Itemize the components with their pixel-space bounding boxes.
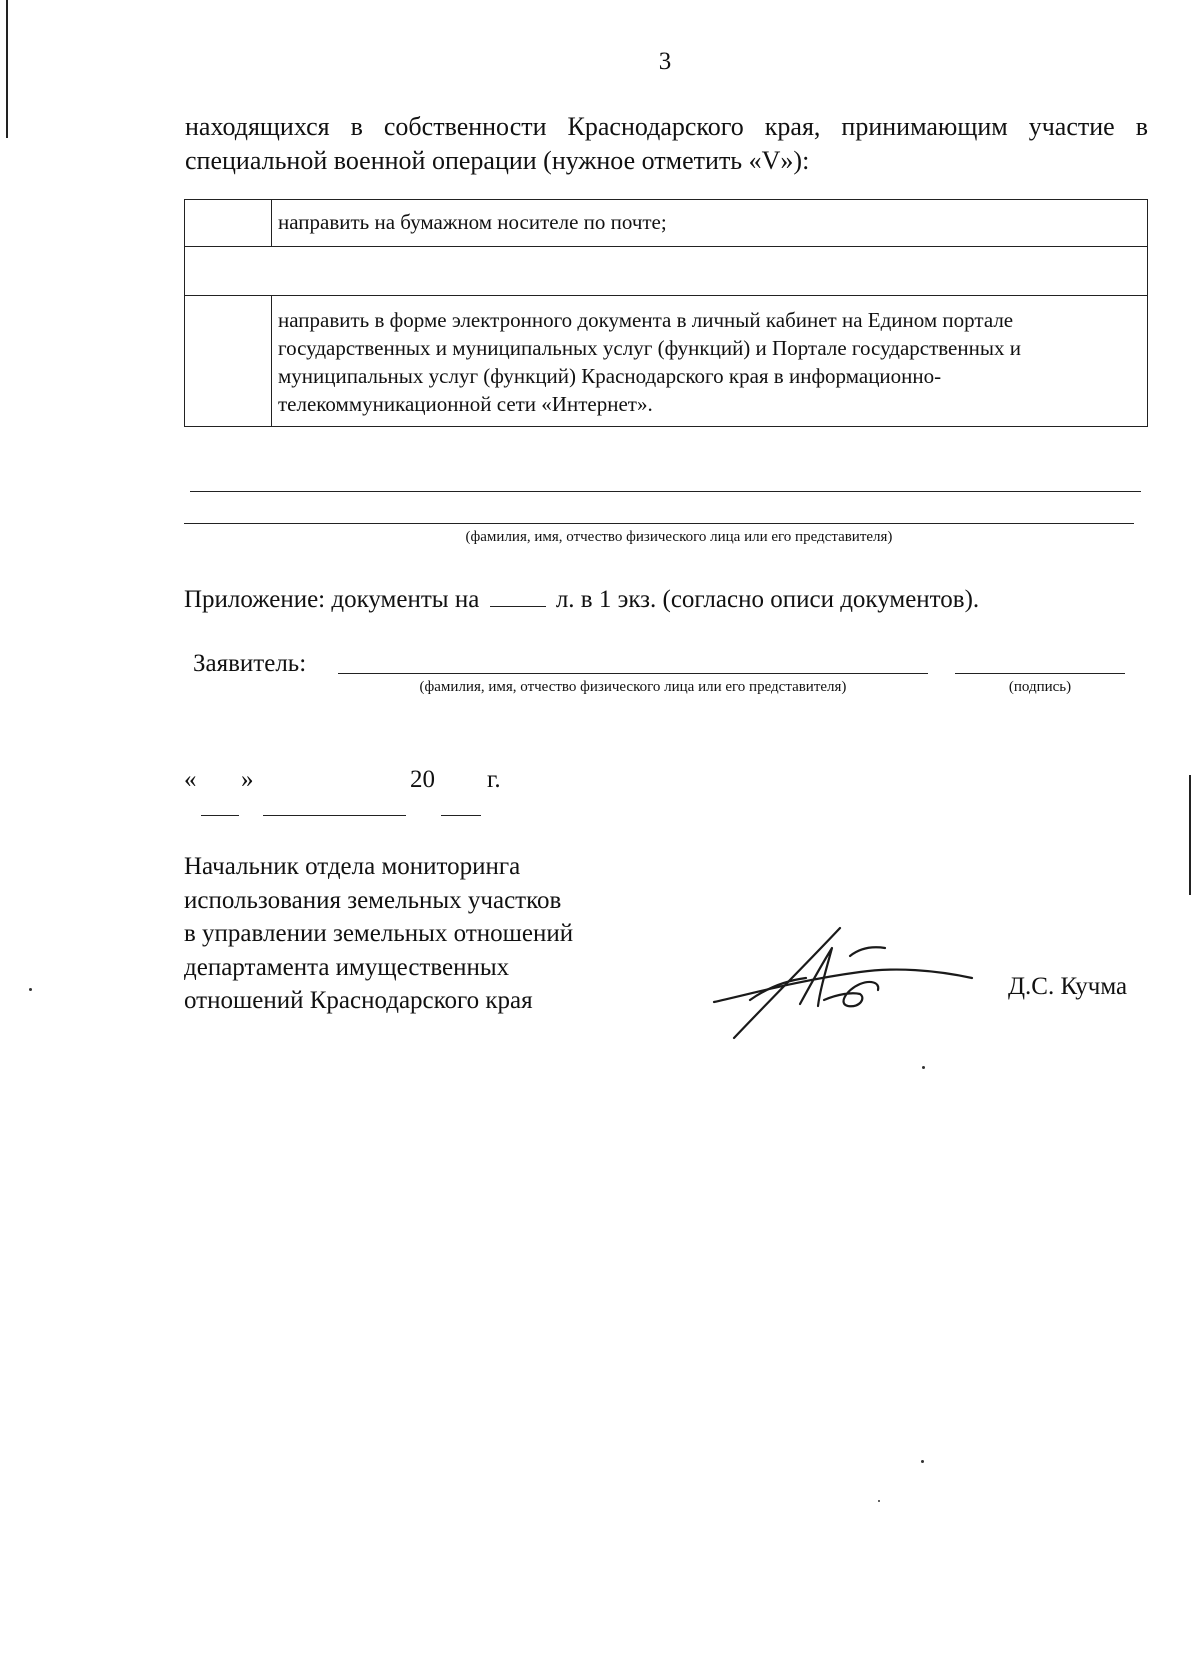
attachment-pages-blank[interactable] bbox=[490, 582, 546, 607]
applicant-signature-line[interactable] bbox=[955, 673, 1125, 674]
signer-title-line: в управлении земельных отношений bbox=[184, 920, 574, 948]
applicant-name-line[interactable] bbox=[338, 673, 928, 674]
attachment-prefix: Приложение: документы на bbox=[184, 586, 480, 613]
signer-title-line: департамента имущественных bbox=[184, 953, 510, 981]
signer-title bbox=[184, 850, 573, 1018]
option-label: направить на бумажном носителе по почте; bbox=[272, 200, 1148, 247]
scan-speck bbox=[29, 988, 32, 991]
page-number: 3 bbox=[658, 48, 672, 75]
attachment-line bbox=[184, 582, 979, 614]
name-fill-line[interactable] bbox=[184, 523, 1134, 524]
intro-paragraph: находящихся в собственности Краснодарского края, принимающим участие в специальной военной операции (нужное отметить «V»): bbox=[185, 112, 1148, 175]
option-row bbox=[185, 200, 1148, 247]
date-day-blank[interactable] bbox=[201, 815, 239, 816]
scan-speck bbox=[922, 1066, 925, 1069]
date-century: 20 bbox=[410, 766, 435, 793]
applicant-signature-caption: (подпись) bbox=[1008, 679, 1072, 695]
option-empty-cell bbox=[185, 247, 1148, 296]
date-year-blank[interactable] bbox=[441, 815, 481, 816]
date-month-blank[interactable] bbox=[263, 815, 406, 816]
date-close-quote: » bbox=[241, 766, 254, 793]
signer-name: Д.С. Кучма bbox=[1008, 973, 1128, 1000]
name-fill-line[interactable] bbox=[190, 491, 1141, 492]
option-row bbox=[185, 296, 1148, 427]
name-caption: (фамилия, имя, отчество физического лица или его представителя) bbox=[465, 529, 893, 545]
option-checkbox-cell[interactable] bbox=[185, 200, 272, 247]
scan-edge-mark bbox=[1189, 775, 1191, 895]
scan-speck bbox=[878, 1500, 880, 1502]
signer-title-line: использования земельных участков bbox=[184, 886, 562, 914]
applicant-label: Заявитель: bbox=[193, 650, 307, 677]
signer-title-line: Начальник отдела мониторинга bbox=[184, 853, 521, 880]
signer-title-line: отношений Краснодарского края bbox=[184, 987, 533, 1015]
option-row bbox=[185, 247, 1148, 296]
option-checkbox-cell[interactable] bbox=[185, 296, 272, 427]
option-label: направить в форме электронного документа в личный кабинет на Едином портале государственных и муниципальных услуг (функций) и Портале государственных и муниципальных услуг (функций) Краснодарского края в информационно-телекоммуникационной сети «Интернет». bbox=[272, 296, 1148, 427]
scan-speck bbox=[921, 1460, 924, 1463]
handwritten-signature bbox=[710, 920, 980, 1040]
applicant-name-caption: (фамилия, имя, отчество физического лица или его представителя) bbox=[419, 679, 847, 695]
attachment-suffix: л. в 1 экз. (согласно описи документов). bbox=[555, 586, 980, 613]
date-year-suffix: г. bbox=[487, 766, 501, 793]
date-open-quote: « bbox=[184, 766, 197, 793]
delivery-options-table bbox=[184, 199, 1148, 427]
